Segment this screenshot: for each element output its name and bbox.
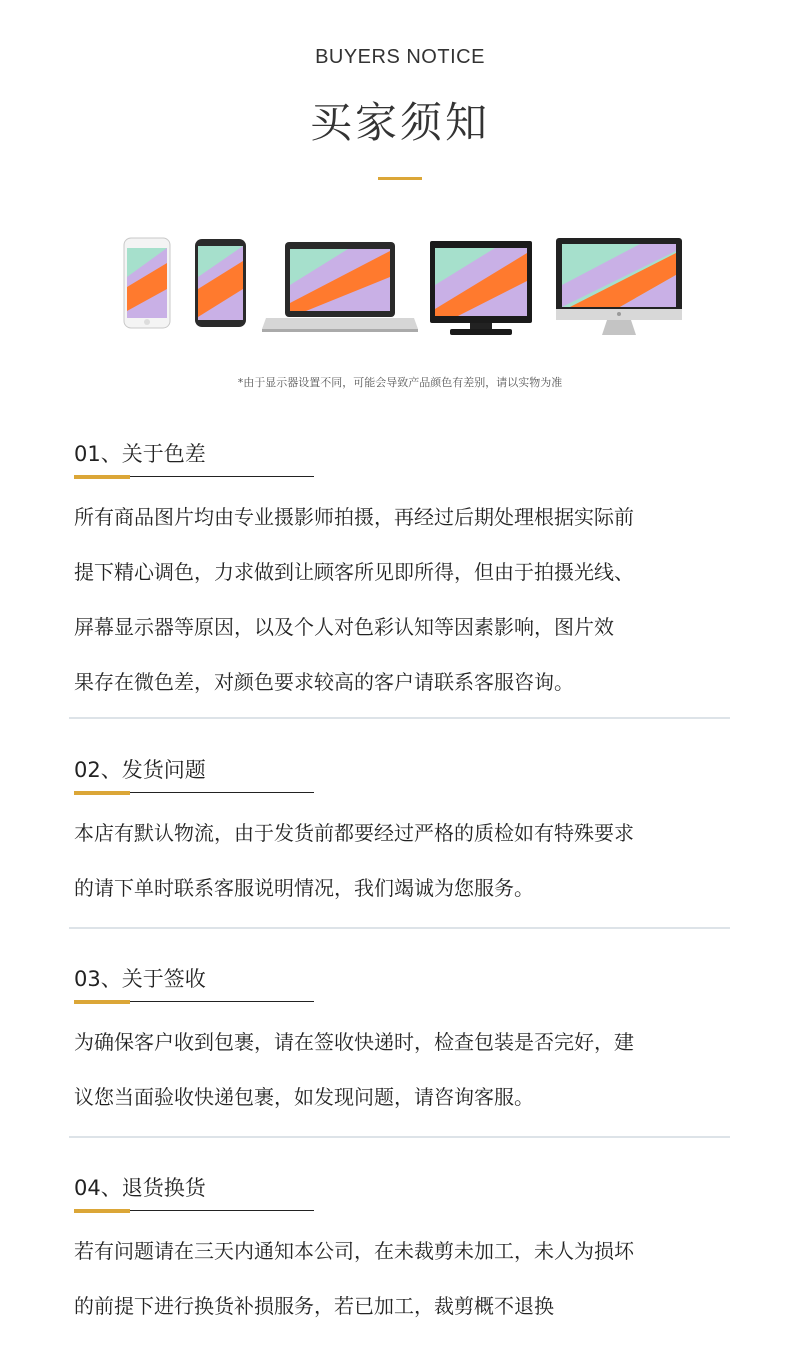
imac-icon — [556, 238, 682, 335]
section-body — [74, 806, 744, 916]
section-accent-bar — [74, 1000, 130, 1004]
section-title: 03、关于签收 — [74, 967, 206, 991]
body-line: 本店有默认物流，由于发货前都要经过严格的质检如有特殊要求 — [74, 821, 634, 845]
device-lineup — [100, 225, 700, 355]
section-title: 01、关于色差 — [74, 442, 206, 466]
page-title: 买家须知 — [309, 98, 490, 147]
section-divider — [69, 717, 730, 719]
section-divider — [69, 1136, 730, 1138]
laptop-icon — [262, 242, 418, 332]
monitor-icon — [430, 241, 532, 335]
body-line: 果存在微色差，对颜色要求较高的客户请联系客服咨询。 — [74, 670, 574, 694]
body-line: 议您当面验收快递包裹，如发现问题，请咨询客服。 — [74, 1085, 534, 1109]
body-line: 提下精心调色，力求做到让顾客所见即所得，但由于拍摄光线、 — [74, 560, 634, 584]
body-line: 的前提下进行换货补损服务，若已加工，裁剪概不退换 — [74, 1294, 554, 1318]
section-body — [74, 490, 744, 710]
section-title: 04、退货换货 — [74, 1176, 206, 1200]
body-line: 的请下单时联系客服说明情况，我们竭诚为您服务。 — [74, 876, 534, 900]
body-line: 所有商品图片均由专业摄影师拍摄，再经过后期处理根据实际前 — [74, 505, 634, 529]
display-color-note: *由于显示器设置不同，可能会导致产品颜色有差别，请以实物为准 — [237, 376, 563, 389]
section-accent-bar — [74, 475, 130, 479]
section-body — [74, 1224, 744, 1334]
section-accent-bar — [74, 791, 130, 795]
body-line: 屏幕显示器等原因，以及个人对色彩认知等因素影响，图片效 — [74, 615, 614, 639]
section-divider — [69, 927, 730, 929]
title-accent-rule — [378, 177, 422, 180]
phone-black-icon — [195, 239, 246, 327]
section-title: 02、发货问题 — [74, 758, 206, 782]
header-subtitle: BUYERS NOTICE — [315, 46, 485, 68]
section-accent-bar — [74, 1209, 130, 1213]
body-line: 为确保客户收到包裹，请在签收快递时，检查包装是否完好，建 — [74, 1030, 634, 1054]
section-body — [74, 1015, 744, 1125]
body-line: 若有问题请在三天内通知本公司，在未裁剪未加工，未人为损坏 — [74, 1239, 634, 1263]
phone-white-icon — [124, 238, 170, 328]
